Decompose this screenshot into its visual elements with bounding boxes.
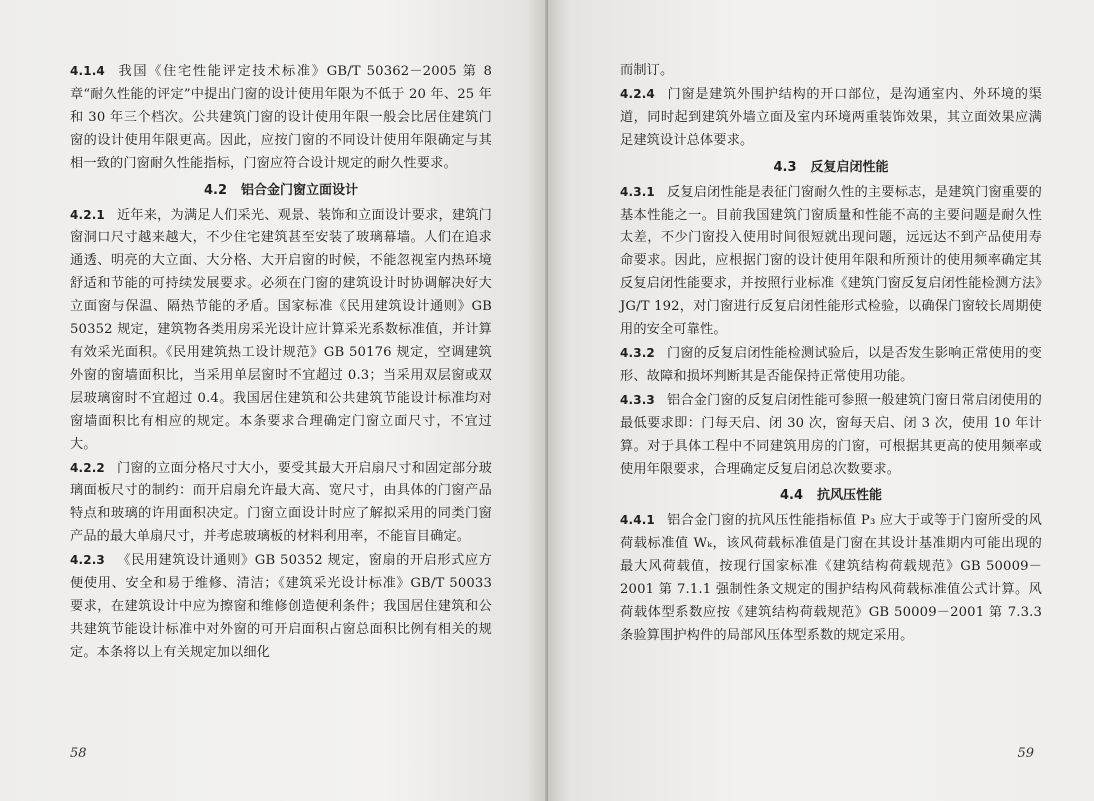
- section-number: 4.2: [203, 182, 227, 198]
- clause-text: 门窗的立面分格尺寸大小，要受其最大开启扇尺寸和固定部分玻璃面板尺寸的制约：而开启扇允许最大高、宽尺寸，由具体的门窗产品特点和玻璃的许用面积决定。门窗立面设计时应了解拟采用的同类门窗产品的最大单扇尺寸，并考虑玻璃板的材料利用率，不能盲目确定。: [70, 460, 492, 545]
- continuation-paragraph: [620, 60, 1042, 83]
- clause-paragraph: [70, 457, 492, 550]
- clause-paragraph: [620, 509, 1042, 647]
- clause-paragraph: [70, 204, 492, 457]
- clause-text: 《民用建筑设计通则》GB 50352 规定，窗扇的开启形式应方便使用、安全和易于维修、清洁；《建筑采光设计标准》GB/T 50033 要求，在建筑设计中应为擦窗和维修创造便利条件；我国居住建筑和公共建筑节能设计标准中对外窗的可开启面积占窗总面积比例有相关的规定。本条将以上有关规定加以细化: [70, 553, 492, 660]
- section-title: 铝合金门窗立面设计: [241, 182, 359, 198]
- clause-number: 4.2.2: [70, 460, 105, 475]
- page-number: 58: [70, 746, 87, 761]
- clause-paragraph: [70, 60, 492, 176]
- clause-number: 4.3.1: [620, 184, 655, 199]
- clause-paragraph: [620, 342, 1042, 389]
- section-number: 4.4: [779, 488, 803, 504]
- clause-text: 铝合金门窗的反复启闭性能可参照一般建筑门窗日常启闭使用的最低要求即：门每天启、闭 30 次，窗每天启、闭 3 次，使用 10 年计算。对于具体工程中不同建筑用房的门窗，可根据其更高的使用频率或使用年限要求，合理确定反复启闭总次数要求。: [620, 392, 1042, 477]
- section-number: 4.3: [773, 159, 797, 175]
- clause-number: 4.1.4: [70, 64, 105, 78]
- clause-text: 铝合金门窗的抗风压性能指标值 P₃ 应大于或等于门窗所受的风荷载标准值 Wₖ，该风荷载标准值是门窗在其设计基准期内可能出现的最大风荷载值，按现行国家标准《建筑结构荷载规范》GB 50009－2001 第 7.1.1 强制性条文规定的围护结构风荷载标准值公式计算。风荷载体型系数应按《建筑结构荷载规范》GB 50009－2001 第 7.3.3 条验算围护构件的局部风压体型系数的规定采用。: [620, 513, 1042, 643]
- clause-number: 4.2.1: [70, 207, 105, 222]
- clause-text: 而制订。: [620, 63, 674, 78]
- clause-text: 我国《住宅性能评定技术标准》GB/T 50362－2005 第 8 章“耐久性能的评定”中提出门窗的设计使用年限为不低于 20 年、25 年和 30 年三个档次。公共建筑门窗的设计使用年限一般会比居住建筑门窗的设计使用年限更高。因此，应按门窗的不同设计使用年限确定与其相一致的门窗耐久性能指标，门窗应符合设计规定的耐久性要求。: [70, 64, 492, 171]
- section-heading: [620, 485, 1042, 507]
- section-title: 抗风压性能: [817, 488, 883, 504]
- clause-text: 门窗的反复启闭性能检测试验后，以是否发生影响正常使用的变形、故障和损坏判断其是否能保持正常使用功能。: [620, 345, 1042, 384]
- section-heading: [70, 180, 492, 202]
- clause-number: 4.2.4: [620, 86, 655, 101]
- right-body: [620, 60, 1042, 648]
- clause-paragraph: [620, 181, 1042, 342]
- clause-number: 4.3.2: [620, 345, 655, 360]
- left-body: [70, 60, 492, 665]
- clause-paragraph: [620, 83, 1042, 153]
- clause-text: 反复启闭性能是表征门窗耐久性的主要标志，是建筑门窗重要的基本性能之一。目前我国建筑门窗质量和性能不高的主要问题是耐久性太差，不少门窗投入使用时间很短就出现问题，远远达不到产品使用寿命要求。因此，应根据门窗的设计使用年限和所预计的使用频率确定其反复启闭性能要求，并按照行业标准《建筑门窗反复启闭性能检测方法》JG/T 192，对门窗进行反复启闭性能形式检验，以确保门窗较长周期使用的安全可靠性。: [620, 184, 1042, 338]
- clause-number: 4.2.3: [70, 553, 105, 568]
- clause-paragraph: [620, 389, 1042, 482]
- clause-number: 4.4.1: [620, 513, 655, 528]
- page-number: 59: [1017, 746, 1034, 761]
- clause-number: 4.3.3: [620, 392, 655, 407]
- clause-text: 门窗是建筑外围护结构的开口部位，是沟通室内、外环境的渠道，同时起到建筑外墙立面及室内环境两重装饰效果，其立面效果应满足建筑设计总体要求。: [620, 86, 1042, 148]
- section-heading: [620, 157, 1042, 179]
- clause-text: 近年来，为满足人们采光、观景、装饰和立面设计要求，建筑门窗洞口尺寸越来越大，不少住宅建筑甚至安装了玻璃幕墙。人们在追求通透、明亮的大立面、大分格、大开启窗的时候，不能忽视室内热环境舒适和节能的可持续发展要求。必须在门窗的建筑设计时协调解决好大立面窗与保温、隔热节能的矛盾。国家标准《民用建筑设计通则》GB 50352 规定，建筑物各类用房采光设计应计算采光系数标准值，并计算有效采光面积。《民用建筑热工设计规范》GB 50176 规定，空调建筑外窗的窗墙面积比，当采用单层窗时不宜超过 0.3；当采用双层窗或双层玻璃窗时不宜超过 0.4。我国居住建筑和公共建筑节能设计标准均对窗墙面积比有相应的规定。本条要求合理确定门窗立面尺寸，不宜过大。: [70, 207, 492, 452]
- clause-paragraph: [70, 549, 492, 665]
- section-title: 反复启闭性能: [810, 159, 889, 175]
- right-page: [548, 0, 1094, 801]
